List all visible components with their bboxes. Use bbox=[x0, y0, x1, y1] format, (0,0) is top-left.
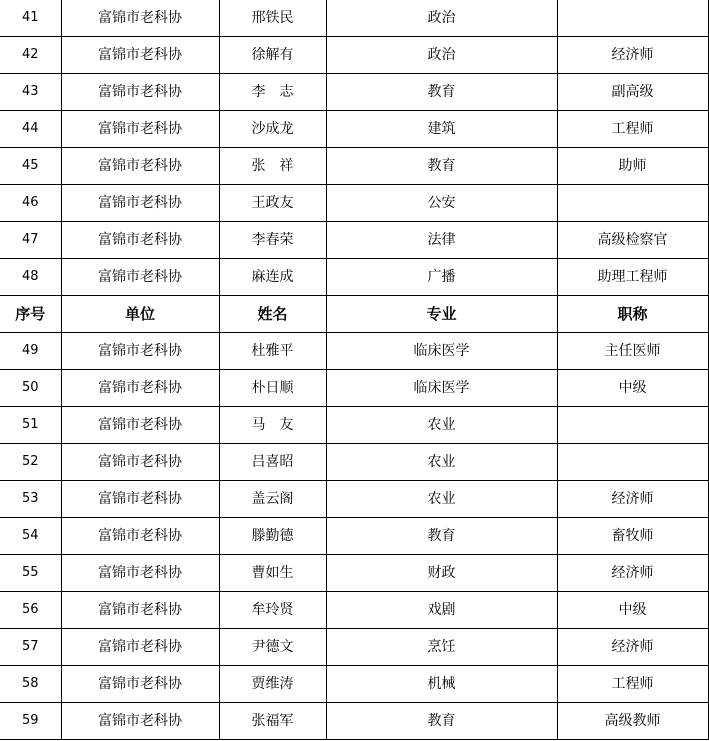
name-cell: 盖云阁 bbox=[219, 481, 326, 518]
major-cell: 建筑 bbox=[326, 111, 557, 148]
unit-cell: 富锦市老科协 bbox=[61, 185, 219, 222]
table-row bbox=[0, 592, 708, 629]
row-number: 48 bbox=[0, 259, 61, 296]
unit-cell: 富锦市老科协 bbox=[61, 259, 219, 296]
row-number: 47 bbox=[0, 222, 61, 259]
row-number: 41 bbox=[0, 0, 61, 37]
header-title: 职称 bbox=[557, 296, 708, 333]
unit-cell: 富锦市老科协 bbox=[61, 518, 219, 555]
table-row bbox=[0, 481, 708, 518]
major-cell: 烹饪 bbox=[326, 629, 557, 666]
unit-cell: 富锦市老科协 bbox=[61, 703, 219, 740]
major-cell: 广播 bbox=[326, 259, 557, 296]
title-cell: 副高级 bbox=[557, 74, 708, 111]
row-number: 52 bbox=[0, 444, 61, 481]
table-row bbox=[0, 555, 708, 592]
title-cell: 经济师 bbox=[557, 555, 708, 592]
name-cell: 贾维涛 bbox=[219, 666, 326, 703]
major-cell: 临床医学 bbox=[326, 333, 557, 370]
unit-cell: 富锦市老科协 bbox=[61, 148, 219, 185]
unit-cell: 富锦市老科协 bbox=[61, 407, 219, 444]
name-cell: 牟玲贤 bbox=[219, 592, 326, 629]
row-number: 43 bbox=[0, 74, 61, 111]
unit-cell: 富锦市老科协 bbox=[61, 0, 219, 37]
header-number: 序号 bbox=[0, 296, 61, 333]
table-row bbox=[0, 444, 708, 481]
table-row bbox=[0, 0, 708, 37]
header-unit: 单位 bbox=[61, 296, 219, 333]
header-major: 专业 bbox=[326, 296, 557, 333]
table-row bbox=[0, 703, 708, 740]
row-number: 49 bbox=[0, 333, 61, 370]
unit-cell: 富锦市老科协 bbox=[61, 629, 219, 666]
name-cell: 邢铁民 bbox=[219, 0, 326, 37]
name-cell: 马 友 bbox=[219, 407, 326, 444]
title-cell: 工程师 bbox=[557, 666, 708, 703]
unit-cell: 富锦市老科协 bbox=[61, 74, 219, 111]
title-cell: 主任医师 bbox=[557, 333, 708, 370]
table-row bbox=[0, 629, 708, 666]
unit-cell: 富锦市老科协 bbox=[61, 111, 219, 148]
row-number: 51 bbox=[0, 407, 61, 444]
major-cell: 教育 bbox=[326, 148, 557, 185]
table-row bbox=[0, 37, 708, 74]
title-cell: 助理工程师 bbox=[557, 259, 708, 296]
table-row bbox=[0, 148, 708, 185]
table-row bbox=[0, 666, 708, 703]
row-number: 57 bbox=[0, 629, 61, 666]
table-row bbox=[0, 74, 708, 111]
name-cell: 杜雅平 bbox=[219, 333, 326, 370]
row-number: 50 bbox=[0, 370, 61, 407]
table-row bbox=[0, 185, 708, 222]
row-number: 55 bbox=[0, 555, 61, 592]
title-cell: 高级检察官 bbox=[557, 222, 708, 259]
title-cell: 中级 bbox=[557, 370, 708, 407]
row-number: 56 bbox=[0, 592, 61, 629]
major-cell: 临床医学 bbox=[326, 370, 557, 407]
unit-cell: 富锦市老科协 bbox=[61, 333, 219, 370]
row-number: 59 bbox=[0, 703, 61, 740]
name-cell: 滕勤德 bbox=[219, 518, 326, 555]
name-cell: 尹德文 bbox=[219, 629, 326, 666]
name-cell: 吕喜昭 bbox=[219, 444, 326, 481]
name-cell: 徐解有 bbox=[219, 37, 326, 74]
unit-cell: 富锦市老科协 bbox=[61, 222, 219, 259]
title-cell bbox=[557, 407, 708, 444]
table-row bbox=[0, 222, 708, 259]
major-cell: 教育 bbox=[326, 703, 557, 740]
name-cell: 李春荣 bbox=[219, 222, 326, 259]
name-cell: 曹如生 bbox=[219, 555, 326, 592]
major-cell: 公安 bbox=[326, 185, 557, 222]
title-cell bbox=[557, 0, 708, 37]
title-cell: 工程师 bbox=[557, 111, 708, 148]
table-row bbox=[0, 518, 708, 555]
major-cell: 戏剧 bbox=[326, 592, 557, 629]
major-cell: 教育 bbox=[326, 74, 557, 111]
name-cell: 朴日顺 bbox=[219, 370, 326, 407]
title-cell: 经济师 bbox=[557, 37, 708, 74]
title-cell: 经济师 bbox=[557, 481, 708, 518]
major-cell: 法律 bbox=[326, 222, 557, 259]
unit-cell: 富锦市老科协 bbox=[61, 592, 219, 629]
name-cell: 王政友 bbox=[219, 185, 326, 222]
row-number: 53 bbox=[0, 481, 61, 518]
row-number: 45 bbox=[0, 148, 61, 185]
table-row bbox=[0, 370, 708, 407]
title-cell bbox=[557, 444, 708, 481]
table-row bbox=[0, 259, 708, 296]
name-cell: 沙成龙 bbox=[219, 111, 326, 148]
unit-cell: 富锦市老科协 bbox=[61, 666, 219, 703]
major-cell: 财政 bbox=[326, 555, 557, 592]
major-cell: 农业 bbox=[326, 444, 557, 481]
name-cell: 麻连成 bbox=[219, 259, 326, 296]
title-cell: 畜牧师 bbox=[557, 518, 708, 555]
unit-cell: 富锦市老科协 bbox=[61, 37, 219, 74]
table-row bbox=[0, 111, 708, 148]
title-cell bbox=[557, 185, 708, 222]
name-cell: 李 志 bbox=[219, 74, 326, 111]
major-cell: 农业 bbox=[326, 481, 557, 518]
row-number: 46 bbox=[0, 185, 61, 222]
row-number: 58 bbox=[0, 666, 61, 703]
row-number: 54 bbox=[0, 518, 61, 555]
major-cell: 农业 bbox=[326, 407, 557, 444]
major-cell: 机械 bbox=[326, 666, 557, 703]
column-header-row bbox=[0, 296, 708, 333]
name-cell: 张 祥 bbox=[219, 148, 326, 185]
title-cell: 助师 bbox=[557, 148, 708, 185]
unit-cell: 富锦市老科协 bbox=[61, 370, 219, 407]
major-cell: 教育 bbox=[326, 518, 557, 555]
name-cell: 张福军 bbox=[219, 703, 326, 740]
unit-cell: 富锦市老科协 bbox=[61, 555, 219, 592]
unit-cell: 富锦市老科协 bbox=[61, 444, 219, 481]
header-name: 姓名 bbox=[219, 296, 326, 333]
major-cell: 政治 bbox=[326, 0, 557, 37]
title-cell: 经济师 bbox=[557, 629, 708, 666]
row-number: 44 bbox=[0, 111, 61, 148]
unit-cell: 富锦市老科协 bbox=[61, 481, 219, 518]
table-row bbox=[0, 407, 708, 444]
row-number: 42 bbox=[0, 37, 61, 74]
major-cell: 政治 bbox=[326, 37, 557, 74]
table-row bbox=[0, 333, 708, 370]
title-cell: 中级 bbox=[557, 592, 708, 629]
title-cell: 高级教师 bbox=[557, 703, 708, 740]
